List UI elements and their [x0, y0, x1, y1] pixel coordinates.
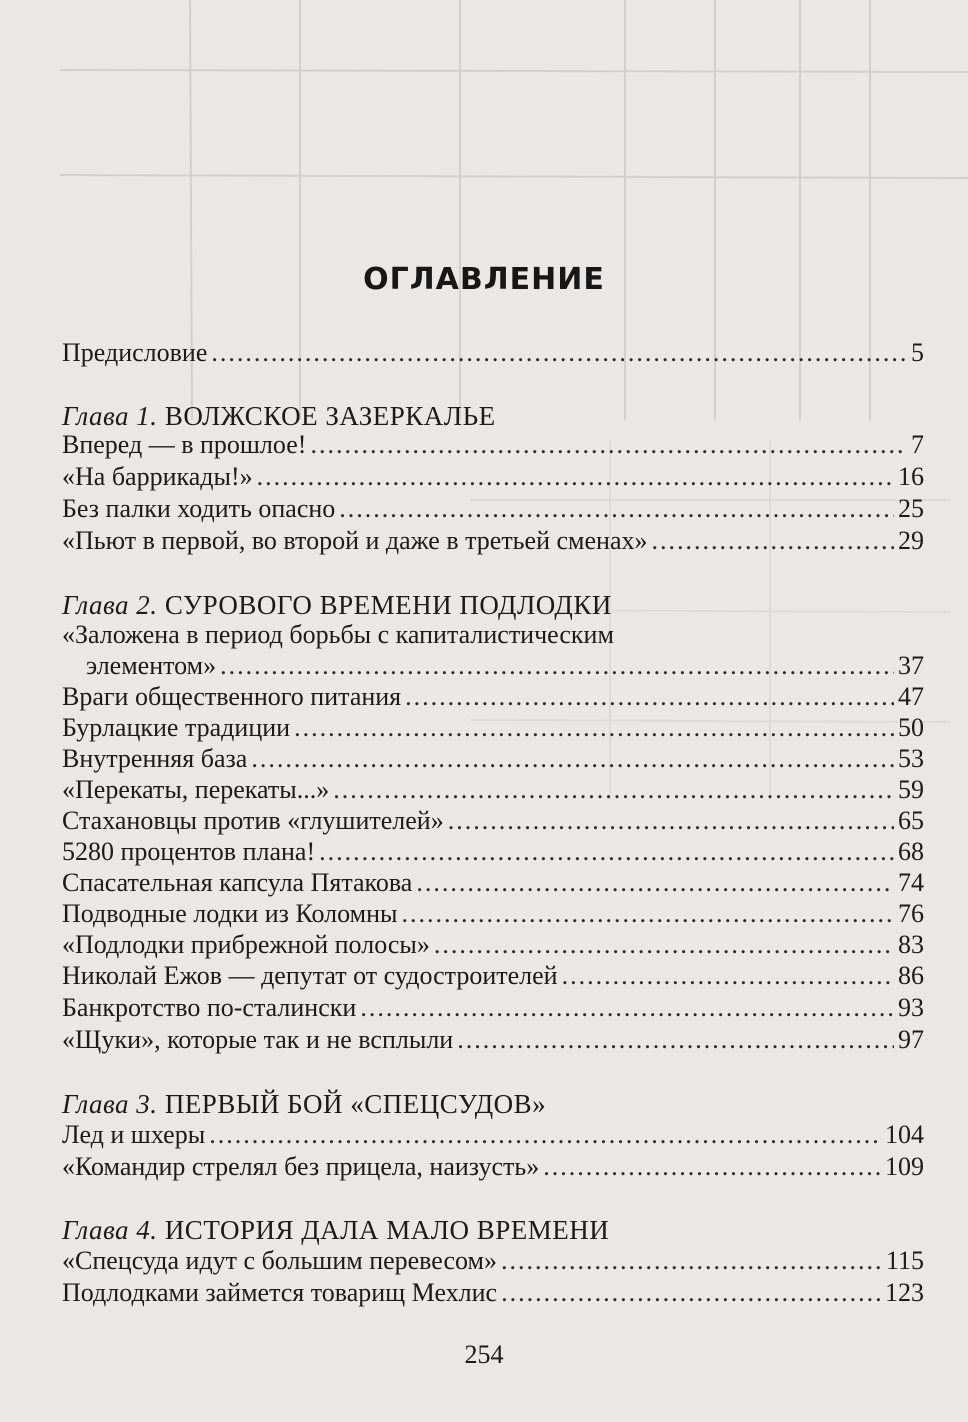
toc-entry-preface [62, 338, 924, 368]
entry-title: Подлодками займется товарищ Мехлис [62, 1278, 498, 1307]
entry-title: Внутренняя база [62, 744, 248, 773]
dot-leader [310, 430, 907, 460]
page-number: 37 [898, 651, 924, 680]
page-number: 93 [898, 993, 924, 1022]
chapter-label: Глава 4. [62, 1215, 158, 1245]
chapter-name: ПЕРВЫЙ БОЙ «СПЕЦСУДОВ» [164, 1089, 547, 1119]
entry-title: Стахановцы против «глушителей» [62, 806, 444, 835]
toc-entry [62, 961, 924, 991]
chapter-label: Глава 1. [62, 401, 158, 431]
toc-entry [62, 713, 924, 743]
chapter-name: ИСТОРИЯ ДАЛА МАЛО ВРЕМЕНИ [164, 1215, 610, 1245]
page-number: 7 [911, 430, 924, 459]
page-number: 5 [911, 338, 924, 367]
entry-title: «Командир стрелял без прицела, наизусть» [62, 1152, 540, 1181]
entry-title: элементом» [86, 651, 217, 680]
dot-leader [333, 775, 894, 805]
page-number: 50 [898, 713, 924, 742]
page-number-footer: 254 [464, 1340, 504, 1369]
dot-leader [209, 1120, 881, 1150]
toc-entry [62, 682, 924, 712]
entry-title: Предисловие [62, 338, 208, 367]
dot-leader [457, 1025, 894, 1055]
page-number: 97 [898, 1025, 924, 1054]
toc-entry [62, 868, 924, 898]
entry-title: Подводные лодки из Коломны [62, 899, 398, 928]
dot-leader [501, 1246, 882, 1276]
page-number: 47 [898, 682, 924, 711]
page-number: 59 [898, 775, 924, 804]
chapter-heading-4 [62, 1214, 609, 1246]
toc-entry [62, 1120, 924, 1150]
dot-leader [405, 682, 894, 712]
entry-title: Лед и шхеры [62, 1120, 206, 1149]
toc-entry [62, 1025, 924, 1055]
page-number: 68 [898, 837, 924, 866]
entry-title: Вперед — в прошлое! [62, 430, 307, 459]
dot-leader [319, 837, 894, 867]
entry-title: «Подлодки прибрежной полосы» [62, 930, 430, 959]
chapter-label: Глава 2. [62, 590, 158, 620]
page-number: 76 [898, 899, 924, 928]
dot-leader [294, 713, 894, 743]
dot-leader [448, 806, 894, 836]
entry-title: Враги общественного питания [62, 682, 402, 711]
page-title: ОГЛАВЛЕНИЕ [363, 262, 605, 297]
toc-entry [62, 993, 924, 1023]
page-number: 115 [885, 1246, 924, 1275]
toc-entry [62, 462, 924, 492]
chapter-label: Глава 3. [62, 1089, 158, 1119]
toc-entry [62, 526, 924, 556]
page-number: 83 [898, 930, 924, 959]
dot-leader [251, 744, 894, 774]
toc-entry [62, 899, 924, 929]
page-number: 86 [898, 961, 924, 990]
chapter-heading-1 [62, 400, 496, 432]
page-number: 123 [885, 1278, 924, 1307]
entry-title: «Спецсуда идут с большим перевесом» [62, 1246, 497, 1275]
entry-title: Николай Ежов — депутат от судостроителей [62, 961, 558, 990]
chapter-heading-2 [62, 589, 612, 621]
toc-entry [62, 1278, 924, 1308]
toc-entry [62, 806, 924, 836]
dot-leader [360, 993, 894, 1023]
page-number: 16 [898, 462, 924, 491]
page-number: 74 [898, 868, 924, 897]
entry-title: Банкротство по-сталински [62, 993, 357, 1022]
entry-title: «Щуки», которые так и не всплыли [62, 1025, 454, 1054]
entry-title: «Перекаты, перекаты...» [62, 775, 330, 804]
dot-leader [416, 868, 894, 898]
page-number: 53 [898, 744, 924, 773]
entry-title: «Пьют в первой, во второй и даже в третьей сменах» [62, 526, 648, 555]
entry-title: Бурлацкие традиции [62, 713, 291, 742]
entry-title: «На баррикады!» [62, 462, 253, 491]
entry-title: Без палки ходить опасно [62, 494, 336, 523]
dot-leader [220, 651, 894, 681]
dot-leader [651, 526, 894, 556]
entry-title: Спасательная капсула Пятакова [62, 868, 413, 897]
dot-leader [501, 1278, 881, 1308]
dot-leader [562, 961, 894, 991]
dot-leader [257, 462, 894, 492]
entry-title: 5280 процентов плана! [62, 837, 316, 866]
page-number: 65 [898, 806, 924, 835]
dot-leader [401, 899, 894, 929]
dot-leader [339, 494, 894, 524]
page-number: 25 [898, 494, 924, 523]
toc-entry [62, 744, 924, 774]
toc-entry [62, 837, 924, 867]
page-number: 104 [885, 1120, 924, 1149]
toc-entry [62, 494, 924, 524]
dot-leader [543, 1152, 881, 1182]
dot-leader [211, 338, 907, 368]
toc-entry [62, 1246, 924, 1276]
chapter-name: ВОЛЖСКОЕ ЗАЗЕРКАЛЬЕ [164, 401, 496, 431]
toc-entry [86, 651, 924, 681]
page-number: 109 [885, 1152, 924, 1181]
toc-entry-line: «Заложена в период борьбы с капиталистическим [62, 620, 614, 649]
toc-entry [62, 930, 924, 960]
toc-entry [62, 775, 924, 805]
chapter-heading-3 [62, 1088, 546, 1120]
dot-leader [434, 930, 894, 960]
page-number: 29 [898, 526, 924, 555]
toc-entry [62, 1152, 924, 1182]
toc-entry [62, 430, 924, 460]
chapter-name: СУРОВОГО ВРЕМЕНИ ПОДЛОДКИ [164, 590, 612, 620]
